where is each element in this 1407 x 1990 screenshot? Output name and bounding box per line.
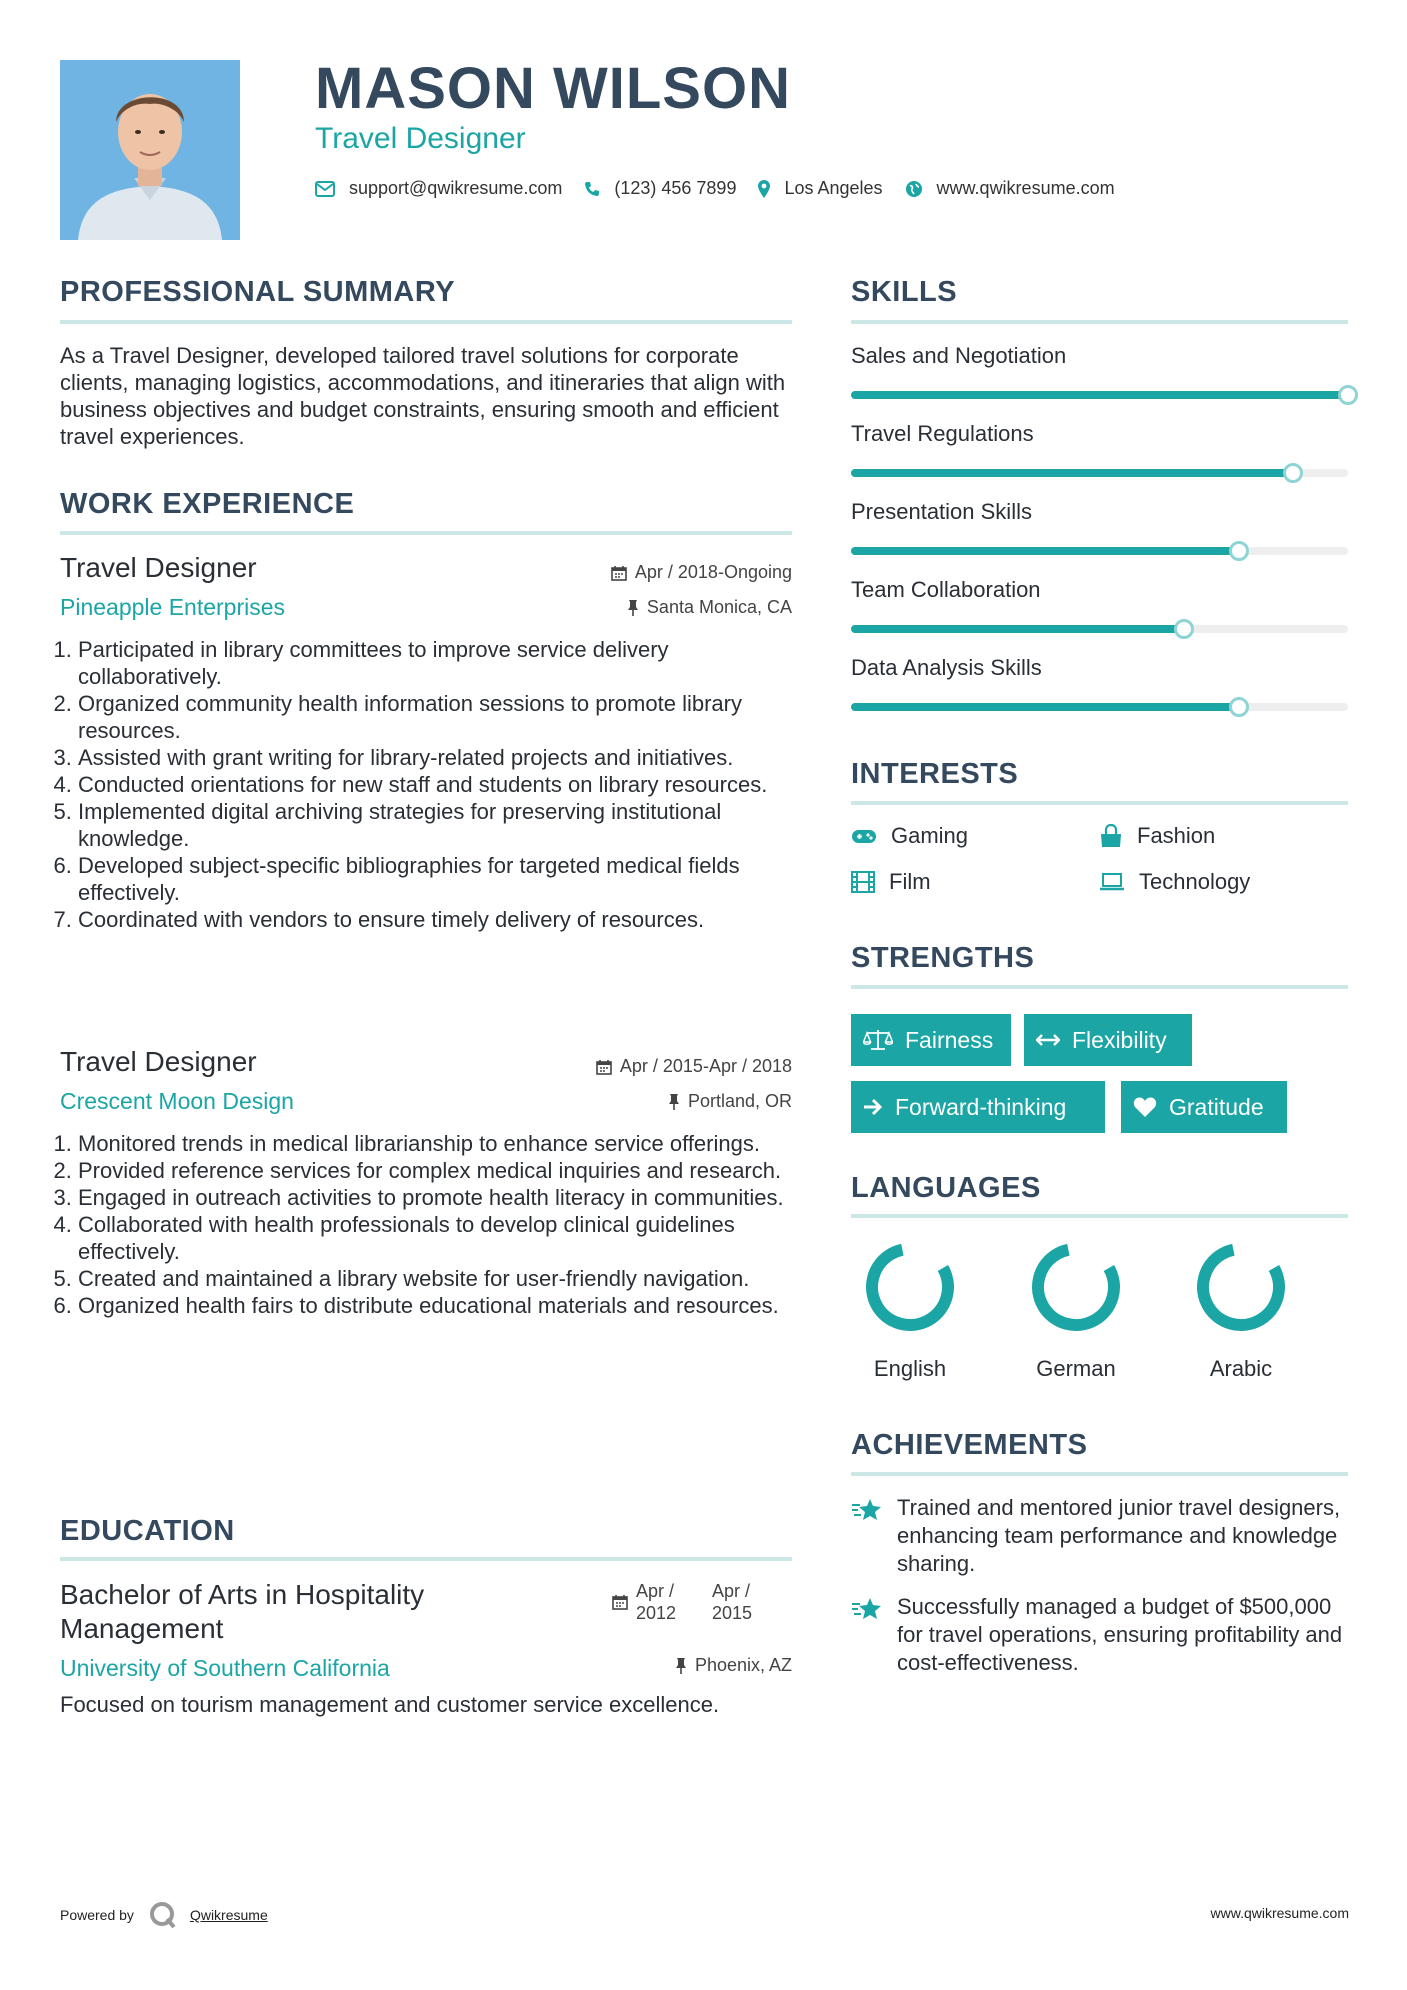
skill-bar bbox=[851, 547, 1348, 555]
summary-heading: PROFESSIONAL SUMMARY bbox=[60, 276, 456, 308]
education-degree: Bachelor of Arts in Hospitality Management bbox=[60, 1579, 425, 1644]
education-divider bbox=[60, 1557, 792, 1561]
candidate-role: Travel Designer bbox=[315, 122, 526, 155]
job-date-text: Apr / 2018-Ongoing bbox=[634, 562, 792, 582]
job-location-text: Portland, OR bbox=[687, 1091, 792, 1111]
experience-divider bbox=[60, 531, 792, 535]
job-date-text: Apr / 2015-Apr / 2018 bbox=[619, 1056, 792, 1076]
contact-phone[interactable] bbox=[584, 178, 736, 199]
education-school: University of Southern California bbox=[60, 1655, 390, 1681]
list-item: 4. Collaborated with health professionals to develop clinical guidelines effectively. bbox=[78, 1211, 792, 1265]
job-company: Pineapple Enterprises bbox=[60, 594, 286, 620]
skill-bar-knob bbox=[1229, 541, 1249, 561]
contact-website[interactable] bbox=[905, 178, 1115, 199]
education-date bbox=[612, 1580, 792, 1624]
languages-divider bbox=[851, 1214, 1348, 1218]
strength-badge bbox=[1024, 1014, 1192, 1066]
contact-email[interactable] bbox=[315, 178, 562, 199]
job-date bbox=[492, 1056, 792, 1077]
strengths-divider bbox=[851, 985, 1348, 989]
contact-phone-text: (123) 456 7899 bbox=[614, 178, 737, 198]
profile-photo bbox=[60, 60, 240, 240]
skill-bar-fill bbox=[851, 469, 1293, 477]
language-ring-arc bbox=[860, 1237, 960, 1337]
skill-label: Sales and Negotiation bbox=[851, 343, 1067, 368]
strength-label: Gratitude bbox=[1169, 1093, 1264, 1120]
skill-bar-fill bbox=[851, 547, 1239, 555]
list-item: 7. Coordinated with vendors to ensure timely delivery of resources. bbox=[78, 906, 792, 933]
achievement-text: Trained and mentored junior travel designers, enhancing team performance and knowledge sharing. bbox=[897, 1495, 1341, 1576]
job-bullets bbox=[50, 636, 792, 933]
strengths-heading: STRENGTHS bbox=[851, 942, 1035, 974]
language-label: Arabic bbox=[1209, 1356, 1273, 1381]
education-date-start: Apr / 2012 bbox=[636, 1581, 677, 1623]
education-description: Focused on tourism management and customer service excellence. bbox=[60, 1692, 720, 1717]
skill-bar-fill bbox=[851, 391, 1348, 399]
strength-label: Forward-thinking bbox=[895, 1093, 1067, 1120]
achievement-item bbox=[851, 1593, 1348, 1677]
globe-icon bbox=[905, 180, 923, 198]
strength-badge bbox=[1121, 1081, 1287, 1133]
phone-icon bbox=[584, 181, 600, 197]
strength-label: Flexibility bbox=[1072, 1026, 1167, 1053]
footer-website[interactable]: www.qwikresume.com bbox=[1210, 1905, 1349, 1921]
job-title: Travel Designer bbox=[60, 552, 257, 583]
arrow-right-icon bbox=[863, 1098, 883, 1116]
calendar-icon bbox=[612, 1594, 628, 1610]
language-ring bbox=[860, 1237, 960, 1337]
strength-label: Fairness bbox=[905, 1026, 994, 1053]
contact-bar bbox=[315, 178, 1137, 199]
heart-icon bbox=[1133, 1096, 1157, 1118]
interest-label: Technology bbox=[1139, 869, 1251, 894]
pushpin-icon bbox=[627, 599, 639, 617]
list-item: 6. Developed subject-specific bibliographies for targeted medical fields effectively. bbox=[78, 852, 792, 906]
calendar-icon bbox=[611, 565, 627, 581]
experience-heading: WORK EXPERIENCE bbox=[60, 488, 355, 520]
shopping-bag-icon bbox=[1099, 824, 1123, 848]
list-item: 1. Participated in library committees to improve service delivery collaboratively. bbox=[78, 636, 792, 690]
film-icon bbox=[851, 871, 875, 893]
strength-badge bbox=[851, 1081, 1105, 1133]
contact-website-text: www.qwikresume.com bbox=[936, 178, 1115, 198]
job-location bbox=[492, 1091, 792, 1112]
language-ring bbox=[1191, 1237, 1291, 1337]
list-item: 6. Organized health fairs to distribute educational materials and resources. bbox=[78, 1292, 792, 1319]
map-pin-icon bbox=[758, 180, 770, 198]
list-item: 2. Organized community health information sessions to promote library resources. bbox=[78, 690, 792, 744]
gamepad-icon bbox=[851, 827, 877, 845]
qwikresume-logo-icon bbox=[148, 1900, 178, 1930]
interest-item bbox=[851, 869, 931, 895]
calendar-icon bbox=[596, 1059, 612, 1075]
powered-by-text: Powered by bbox=[60, 1907, 134, 1923]
pushpin-icon bbox=[668, 1093, 680, 1111]
job-date bbox=[492, 562, 792, 583]
list-item: 3. Assisted with grant writing for library-related projects and initiatives. bbox=[78, 744, 792, 771]
interests-heading: INTERESTS bbox=[851, 758, 1019, 790]
candidate-name: MASON WILSON bbox=[315, 56, 791, 121]
skills-divider bbox=[851, 320, 1348, 324]
education-location bbox=[492, 1655, 792, 1676]
job-location-text: Santa Monica, CA bbox=[646, 597, 792, 617]
skill-label: Presentation Skills bbox=[851, 499, 1032, 524]
skills-heading: SKILLS bbox=[851, 276, 958, 308]
list-item: 5. Created and maintained a library website for user-friendly navigation. bbox=[78, 1265, 792, 1292]
contact-email-text: support@qwikresume.com bbox=[349, 178, 563, 198]
interest-label: Fashion bbox=[1137, 823, 1216, 848]
education-heading: EDUCATION bbox=[60, 1515, 235, 1547]
achievement-item bbox=[851, 1494, 1348, 1578]
skill-bar-knob bbox=[1229, 697, 1249, 717]
achievements-divider bbox=[851, 1472, 1348, 1476]
skill-bar-fill bbox=[851, 703, 1239, 711]
language-ring-arc bbox=[1026, 1237, 1126, 1337]
skill-bar-fill bbox=[851, 625, 1184, 633]
contact-location-text: Los Angeles bbox=[784, 178, 883, 198]
footer-powered-by bbox=[60, 1900, 268, 1930]
list-item: 2. Provided reference services for complex medical inquiries and research. bbox=[78, 1157, 792, 1184]
interest-item bbox=[1099, 869, 1250, 895]
arrows-horizontal-icon bbox=[1036, 1033, 1060, 1047]
job-company: Crescent Moon Design bbox=[60, 1088, 294, 1114]
skill-label: Team Collaboration bbox=[851, 577, 1041, 602]
profile-photo-illustration bbox=[60, 60, 240, 240]
interest-label: Film bbox=[889, 869, 931, 894]
achievement-text: Successfully managed a budget of $500,000 for travel operations, ensuring profitability and cost-effectiveness. bbox=[897, 1594, 1343, 1675]
languages-heading: LANGUAGES bbox=[851, 1172, 1041, 1204]
list-item: 1. Monitored trends in medical librarianship to enhance service offerings. bbox=[78, 1130, 792, 1157]
list-item: 5. Implemented digital archiving strategies for preserving institutional knowledge. bbox=[78, 798, 792, 852]
language-label: German bbox=[1036, 1356, 1116, 1381]
skill-label: Travel Regulations bbox=[851, 421, 1034, 446]
interest-item bbox=[1099, 823, 1215, 849]
education-location-text: Phoenix, AZ bbox=[694, 1655, 792, 1675]
skill-bar-knob bbox=[1338, 385, 1358, 405]
achievements-heading: ACHIEVEMENTS bbox=[851, 1429, 1088, 1461]
skill-bar bbox=[851, 625, 1348, 633]
list-item: 4. Conducted orientations for new staff and students on library resources. bbox=[78, 771, 792, 798]
skill-bar bbox=[851, 391, 1348, 399]
pushpin-icon bbox=[675, 1657, 687, 1675]
brand-link[interactable]: Qwikresume bbox=[189, 1907, 268, 1923]
interest-item bbox=[851, 823, 968, 849]
skill-bar-knob bbox=[1174, 619, 1194, 639]
interest-label: Gaming bbox=[891, 823, 969, 848]
job-title: Travel Designer bbox=[60, 1046, 257, 1077]
interests-divider bbox=[851, 801, 1348, 805]
envelope-icon bbox=[315, 181, 335, 197]
summary-text: As a Travel Designer, developed tailored travel solutions for corporate clients, managing logistics, accommodations, and itineraries that align with business objectives and budget constraints, ensuring smooth and efficient travel experiences. bbox=[60, 343, 786, 449]
skill-bar-knob bbox=[1283, 463, 1303, 483]
skill-bar bbox=[851, 469, 1348, 477]
shooting-star-icon bbox=[851, 1496, 883, 1524]
summary-divider bbox=[60, 320, 792, 324]
job-location bbox=[492, 597, 792, 618]
shooting-star-icon bbox=[851, 1595, 883, 1623]
laptop-icon bbox=[1099, 872, 1125, 892]
language-ring bbox=[1026, 1237, 1126, 1337]
education-date-end: Apr / 2015 bbox=[712, 1581, 753, 1623]
list-item: 3. Engaged in outreach activities to promote health literacy in communities. bbox=[78, 1184, 792, 1211]
job-bullets bbox=[50, 1130, 792, 1319]
language-ring-arc bbox=[1191, 1237, 1291, 1337]
skill-bar bbox=[851, 703, 1348, 711]
language-label: English bbox=[873, 1356, 947, 1381]
strength-badge bbox=[851, 1014, 1011, 1066]
contact-location bbox=[758, 178, 882, 199]
balance-scale-icon bbox=[863, 1028, 893, 1052]
skill-label: Data Analysis Skills bbox=[851, 655, 1042, 680]
